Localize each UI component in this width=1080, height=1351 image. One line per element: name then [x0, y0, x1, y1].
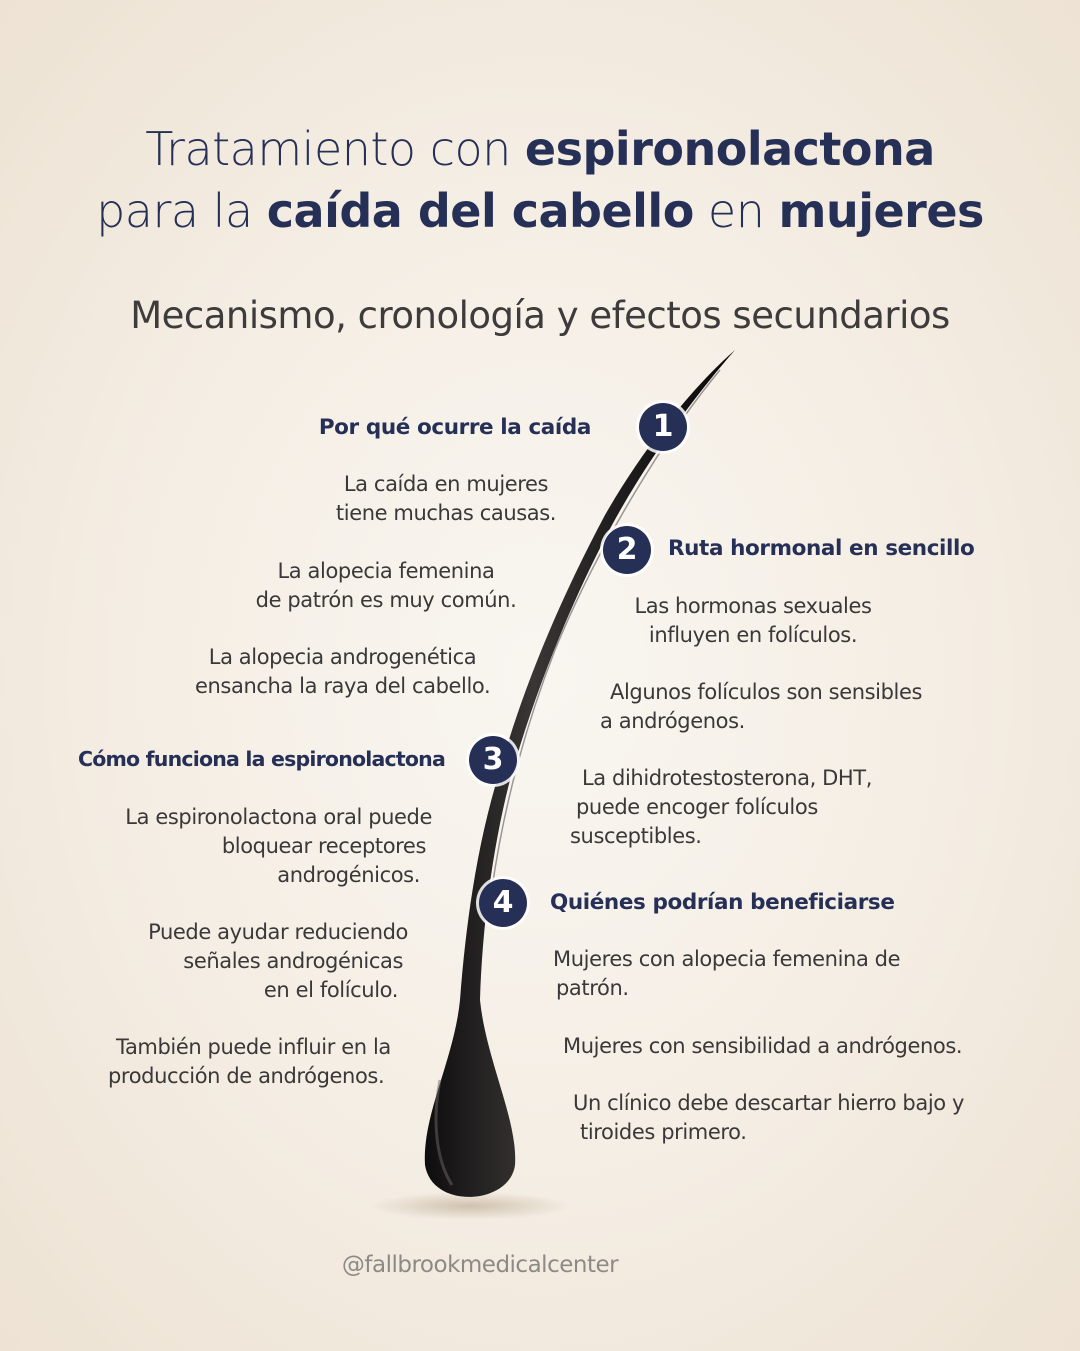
step-4-badge: 4 [479, 879, 527, 927]
section-1-item-3: La alopecia androgenética ensancha la raya del cabello. [195, 645, 491, 698]
section-3-heading: Cómo funciona la espironolactona [77, 747, 445, 771]
section-2-item-3: La dihidrotestosterona, DHT, puede encoger folículos susceptibles. [570, 766, 872, 848]
title-text: para la [96, 184, 267, 238]
section-2-heading: Ruta hormonal en sencillo [668, 536, 975, 561]
title-emphasis: mujeres [778, 184, 984, 238]
section-3-item-2: Puede ayudar reduciendo señales androgénicas en el folículo. [148, 920, 408, 1002]
footer-handle: @fallbrookmedicalcenter [341, 1252, 619, 1278]
step-1-badge: 1 [639, 403, 687, 451]
step-2-badge: 2 [603, 526, 651, 574]
section-1-heading: Por qué ocurre la caída [318, 415, 591, 440]
section-4-item-3: Un clínico debe descartar hierro bajo y tiroides primero. [573, 1091, 965, 1144]
section-4-item-2: Mujeres con sensibilidad a andrógenos. [563, 1034, 963, 1058]
section-1-item-2: La alopecia femenina de patrón es muy común. [255, 559, 517, 612]
section-2-item-2: Algunos folículos son sensibles a andrógenos. [600, 680, 923, 733]
section-4-heading: Quiénes podrían beneficiarse [550, 890, 895, 915]
section-4-item-1: Mujeres con alopecia femenina de patrón. [553, 947, 901, 1000]
title-text: en [693, 184, 779, 238]
section-1-item-1: La caída en mujeres tiene muchas causas. [335, 472, 557, 525]
title-text: Tratamiento con [145, 122, 525, 176]
step-3-badge: 3 [469, 736, 517, 784]
section-2-item-1: Las hormonas sexuales influyen en folículos. [634, 594, 872, 647]
section-3-item-3: También puede influir en la producción de andrógenos. [108, 1035, 391, 1088]
subtitle: Mecanismo, cronología y efectos secundarios [130, 294, 950, 337]
section-3-item-1: La espironolactona oral puede bloquear receptores androgénicos. [125, 805, 432, 887]
title-emphasis: espironolactona [524, 122, 935, 176]
title-emphasis: caída del cabello [266, 184, 694, 238]
